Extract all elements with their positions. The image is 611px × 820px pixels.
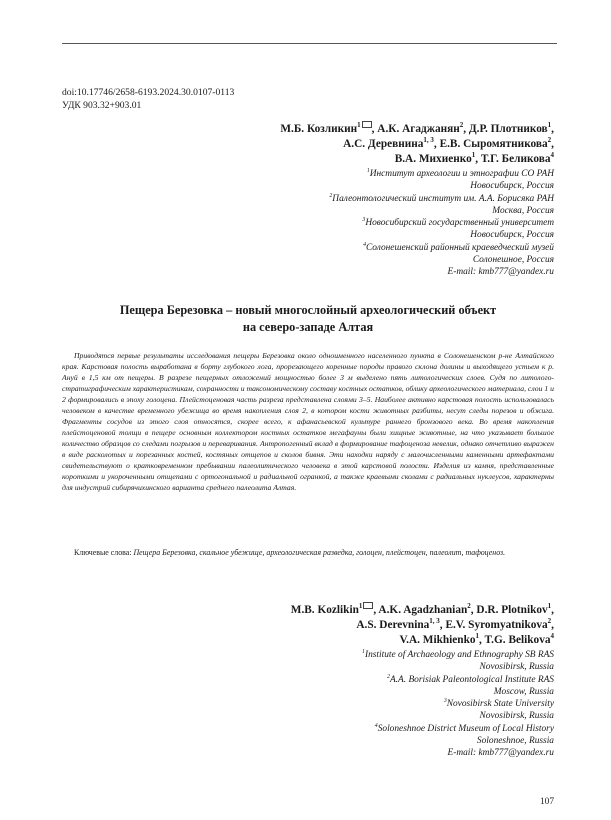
doi: doi:10.17746/2658-6193.2024.30.0107-0113 [62, 87, 235, 98]
keywords [62, 547, 554, 558]
email: E-mail: kmb777@yandex.ru [447, 748, 554, 759]
author: A.S. Derevnina$^{1, 3}$, [356, 617, 446, 631]
affiliation-place: Soloneshnoe, Russia [476, 736, 554, 747]
author: Е.В. Сыромятникова$^2$, [439, 136, 554, 150]
affiliation-place: Новосибирск, Россия [470, 230, 554, 241]
udk: УДК 903.32+903.01 [62, 100, 142, 111]
affiliation-place: Солонешное, Россия [472, 255, 554, 266]
affiliation-org: $^1$Institute of Archaeology and Ethnography SB RAS [362, 648, 554, 660]
ru-affiliations [62, 168, 554, 279]
affiliation-org: $^1$Институт археологии и этнографии СО РАН [366, 167, 554, 179]
en-affiliations [62, 649, 554, 760]
author: D.R. Plotnikov$^1$, [476, 602, 554, 616]
affiliation-org: $^2$Палеонтологический институт им. А.А. Борисяка РАН [329, 192, 554, 204]
author: A.K. Agadzhanian$^2$, [378, 602, 477, 616]
abstract: Приводятся первые результаты исследования пещеры Березовка около одноименного населенного пункта в Солонешенском р-не Алтайского края. Карстовая полость выработана в борту глубокого лога, прорезающего коренные породы правого склона долины и выходящего устьем к р. Ануй в 1,5 км от пещеры. В разрезе пещерных отложений мощностью более 3 м выделено пять литологических слоев. Судя по литолого-стратиграфическим характеристикам, сохранности и таксономическому составу костных остатков, облику археологического материала, слои 1 и 2 формировались в эпоху голоцена. Плейстоценовая часть разреза представлена слоями 3–5. Наиболее активно карстовая полость использовалась человеком в качестве временного убежища во время накопления слоя 2, в котором кости животных разбиты, несут следы порезов и обжига. Фрагменты сосудов из этого слоя относятся, скорее всего, к афанасьевской культуре раннего бронзового века. Во время накопления плейстоценовой толщи в пещере основным коллектором костных остатков мегафауны были хищные животные, на что указывает большое количество образцов со следами погрызов и переваривания. Антропогенный вклад в формирование тафоценоза невелик, однако отчетливо выражен в виде расколотых и порезанных костей, костяных отщепов и сколов бивня. Эти находки наряду с малочисленными каменными артефактами свидетельствуют о кратковременном пребывании палеолитического человека в этой карстовой полости. Изделия из камня, представленные короткими и укороченными отщепами с ортогональной и радиальной огранкой, а также краевыми сколами с радиальных нуклеусов, характерны для индустрий сибирячихинского варианта среднего палеолита Алтая. [62, 351, 554, 492]
envelope-icon [363, 602, 373, 609]
email: E-mail: kmb777@yandex.ru [447, 267, 554, 278]
author: Д.Р. Плотников$^1$, [468, 121, 554, 135]
affiliation-org: $^4$Soloneshnoe District Museum of Local History [374, 722, 554, 734]
en-authors-line [62, 618, 554, 633]
author: Т.Г. Беликова$^4$ [480, 151, 554, 165]
affiliation-org: $^3$Новосибирский государственный университет [362, 217, 554, 229]
affiliation-place: Novosibirsk, Russia [479, 662, 554, 673]
keywords-label: Ключевые слова: [74, 548, 132, 557]
author: А.С. Деревнина$^{1, 3}$, [343, 136, 440, 150]
affiliation-place: Новосибирск, Россия [470, 181, 554, 192]
author: T.G. Belikova$^4$ [484, 632, 554, 646]
affiliation-place: Novosibirsk, Russia [479, 711, 554, 722]
en-authors-line [62, 603, 554, 618]
ru-authors-line [62, 152, 554, 167]
affiliation-org: $^2$A.A. Borisiak Paleontological Institute RAS [387, 673, 554, 685]
article-title: Пещера Березовка – новый многослойный археологический объект на северо-западе Алтая [119, 303, 497, 334]
affiliation-org: $^4$Солонешенский районный краеведческий музей [363, 241, 554, 253]
en-authors [62, 603, 554, 648]
ru-authors [62, 122, 554, 167]
en-authors-line [62, 633, 554, 648]
author: М.Б. Козликин$^1$ , [280, 121, 378, 135]
affiliation-place: Moscow, Russia [493, 686, 554, 697]
author: V.A. Mikhienko$^1$, [399, 632, 485, 646]
affiliation-place: Москва, Россия [492, 205, 554, 216]
ru-authors-line [62, 137, 554, 152]
keywords-text: Пещера Березовка, скальное убежище, археологическая разведка, голоцен, плейстоцен, палеолит, тафоценоз. [133, 548, 506, 557]
header-rule [62, 43, 557, 44]
ru-authors-line [62, 122, 554, 137]
author: M.B. Kozlikin$^1$ , [290, 602, 379, 616]
envelope-icon [362, 121, 372, 128]
affiliation-org: $^3$Novosibirsk State University [443, 698, 554, 710]
author: E.V. Syromyatnikova$^2$, [445, 617, 554, 631]
author: А.К. Агаджанян$^2$, [377, 121, 469, 135]
author: В.А. Михиенко$^1$, [394, 151, 481, 165]
page-number: 107 [539, 797, 554, 807]
